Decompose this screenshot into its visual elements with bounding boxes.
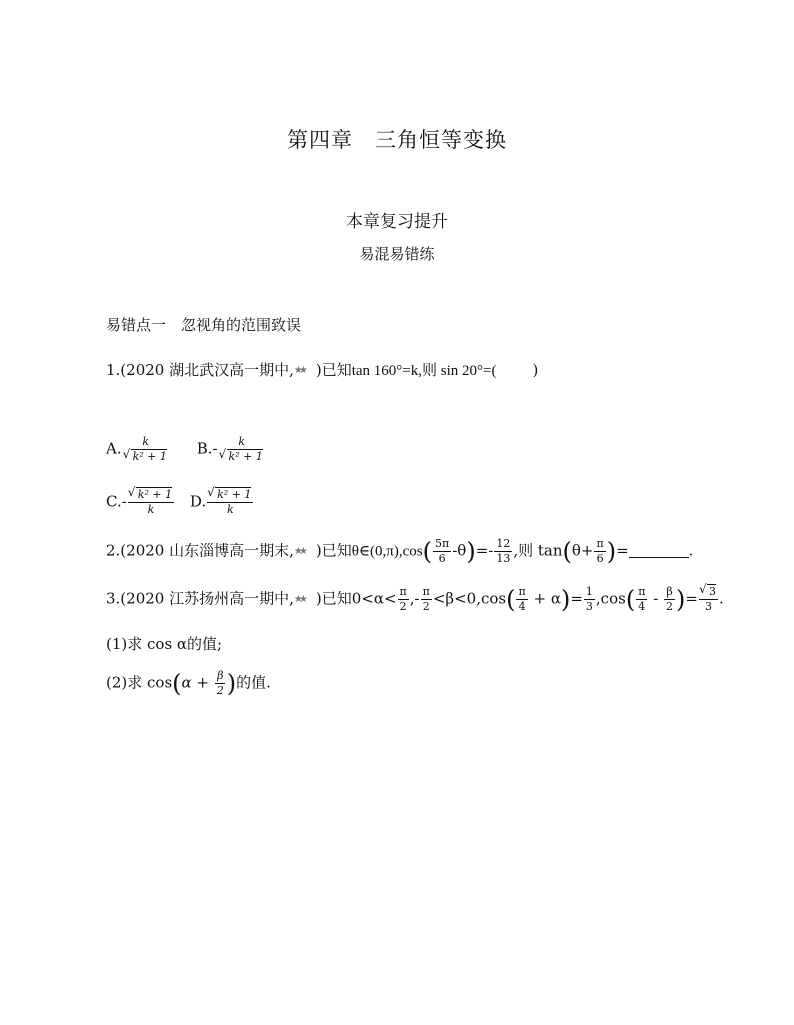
q3-expr-5: = [570,589,583,608]
q3-frac-2-num: π [422,585,430,598]
option-c-label: C.- [106,492,127,511]
q3-expr-3: <β<0,cos [432,589,507,608]
q1-stem: tan 160°=k,则 sin 20°=( [351,363,497,379]
option-d-label: D. [189,492,207,511]
option-a-denominator: √ k² + 1 [131,449,167,463]
q2-frac-1-den: 6 [438,552,446,565]
q3-sub1-label: (1)求 [106,635,143,653]
q2-frac-3-den: 6 [596,552,604,565]
q3-expr-4: + α [528,589,561,608]
q3-sub-2: (2)求 cos(α + $\frac{\beta}{2}$ )的值. [106,669,271,698]
q1-option-a[interactable] [106,436,170,463]
q2-prefix: 2.(2020 山东淄博高一期末, [106,541,294,560]
option-a-numerator: k [142,435,150,448]
q3-sub2-cos: cos [142,673,173,692]
q3-sub2-alpha: α + [181,673,214,692]
q2-expr-4: ,则 tan [513,541,563,560]
q3-frac-6-num: β [666,585,673,598]
q3-expr-2: ,- [409,589,420,608]
question-2: 2.(2020 山东淄博高一期末,★★ )已知θ∈(0,π),cos( $\frac{5\pi}{6}$ -θ)=- $\frac{12}{13}$ ,则 tan(θ+ $\frac{\pi}{6}$ )= . [106,538,693,565]
q2-expr-3: =- [475,541,494,560]
q3-sub2-frac-den: 2 [216,684,224,697]
difficulty-stars-icon [294,363,316,377]
section-title: 本章复习提升 [346,212,448,232]
q2-frac-2-num: 12 [496,537,511,550]
q3-expr-1: 0<α< [351,589,397,608]
q2-frac-1-num: 5π [434,537,450,550]
q2-expr-5: θ+ [571,541,594,560]
q2-expr-6: = [616,541,629,560]
question-1 [106,359,538,382]
q3-frac-2-den: 2 [422,600,430,613]
option-c-numerator: √ k² + 1 [136,487,172,501]
q3-known: )已知 [315,589,352,608]
q1-option-c[interactable] [106,489,175,516]
q3-sub1-expr: cos α [142,635,188,653]
option-c-denominator: k [147,503,155,516]
chapter-title: 第四章 三角恒等变换 [287,128,507,152]
q3-frac-6-den: 2 [666,600,674,613]
q1-known: )已知 [315,361,352,379]
q2-expr-2: -θ [452,541,467,560]
subsection-title: 易混易错练 [359,245,435,263]
q1-options-row-2 [106,489,276,516]
q3-frac-5-den: 4 [638,600,646,613]
q3-expr-8: = [685,589,698,608]
q3-sub2-tail: 的值. [236,673,271,692]
answer-blank[interactable] [629,543,689,558]
q1-options-row-1 [106,436,288,463]
q3-frac-1-num: π [399,585,407,598]
q3-frac-3-den: 4 [518,600,526,613]
q3-expr-6: ,cos [595,589,626,608]
q1-prefix: 1.(2020 湖北武汉高一期中, [106,361,294,379]
option-b-denominator: √ k² + 1 [227,449,263,463]
q1-close-paren: ) [532,361,539,379]
q3-end: . [718,589,724,608]
q2-known: )已知 [315,541,352,560]
q3-frac-1-den: 2 [399,600,407,613]
question-3: 3.(2020 江苏扬州高一期中,★★ )已知0<α< $\frac{\pi}{2}$ ,- $\frac{\pi}{2}$ <β<0,cos( $\frac{\pi}{4}$ + α)= $\frac{1}{3}$ ,cos( $\frac{\pi}{4}$ - $\frac{\beta}{2}$ )= √ $\frac{3}{3}$ . [106,586,724,613]
option-d-numerator: √ k² + 1 [215,487,251,501]
q3-frac-5-num: π [638,585,646,598]
option-a-label: A. [106,439,122,458]
q1-option-d[interactable] [190,489,255,516]
q1-option-b[interactable] [197,436,266,463]
q3-frac-7-num: √ 3 [707,584,716,598]
q3-frac-4-den: 3 [585,600,593,613]
option-b-label: B.- [196,439,218,458]
q2-frac-3-num: π [596,537,604,550]
q3-sub-1 [106,633,222,655]
difficulty-stars-icon [294,544,316,558]
q2-frac-2-den: 13 [496,552,511,565]
option-b-numerator: k [238,435,246,448]
q3-prefix: 3.(2020 江苏扬州高一期中, [106,589,294,608]
q3-expr-7: - [648,589,664,608]
q2-expr-1: θ∈(0,π),cos [351,543,423,560]
q3-sub2-label: (2)求 [106,673,143,692]
q2-end: . [688,541,694,560]
q3-sub2-frac-num: β [217,669,224,682]
option-d-denominator: k [226,503,234,516]
q3-frac-3-num: π [518,585,526,598]
q3-sub1-tail: 的值; [187,635,223,653]
q3-frac-4-num: 1 [585,585,593,598]
difficulty-stars-icon [294,592,316,606]
error-point-heading: 易错点一 忽视角的范围致误 [106,316,302,334]
q3-frac-7-den: 3 [704,600,712,613]
